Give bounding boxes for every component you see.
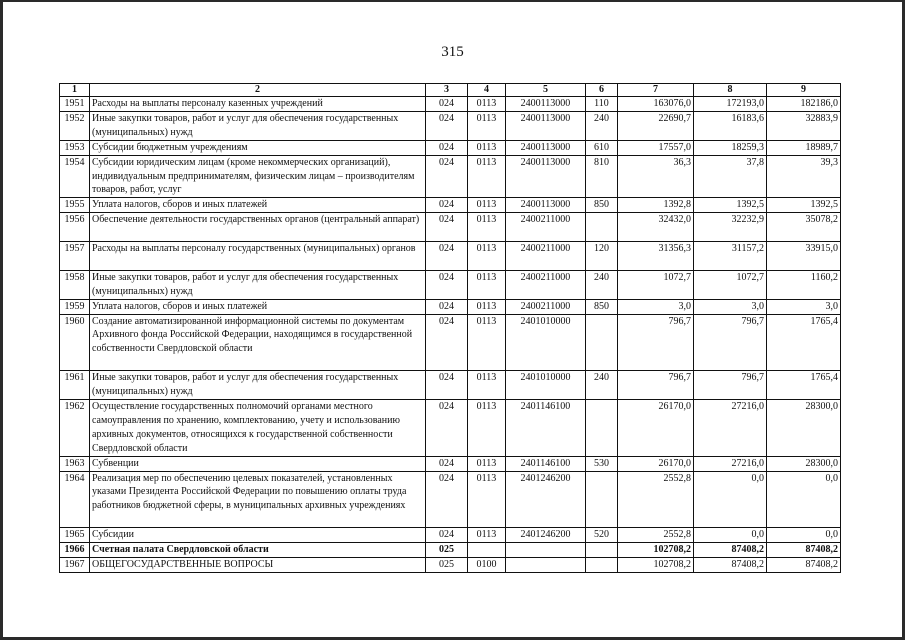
section-code: 0113 <box>468 140 506 155</box>
row-name: Расходы на выплаты персоналу казенных учреждений <box>90 97 426 112</box>
section-code: 0113 <box>468 456 506 471</box>
row-number: 1959 <box>60 299 90 314</box>
amount-year-3: 1765,4 <box>767 314 841 371</box>
amount-year-2: 37,8 <box>694 155 767 198</box>
amount-year-2: 87408,2 <box>694 557 767 572</box>
row-number: 1966 <box>60 543 90 558</box>
section-code: 0113 <box>468 471 506 528</box>
section-code: 0113 <box>468 371 506 400</box>
amount-year-1: 163076,0 <box>618 97 694 112</box>
amount-year-2: 796,7 <box>694 371 767 400</box>
amount-year-1: 32432,0 <box>618 213 694 242</box>
ministry-code: 024 <box>426 242 468 271</box>
row-name: Субсидии бюджетным учреждениям <box>90 140 426 155</box>
amount-year-3: 39,3 <box>767 155 841 198</box>
section-code: 0113 <box>468 528 506 543</box>
target-article-code: 2400211000 <box>506 270 586 299</box>
table-row <box>60 140 841 155</box>
amount-year-1: 102708,2 <box>618 543 694 558</box>
amount-year-3: 0,0 <box>767 528 841 543</box>
amount-year-1: 26170,0 <box>618 456 694 471</box>
expense-type-code <box>586 543 618 558</box>
amount-year-2: 27216,0 <box>694 399 767 456</box>
amount-year-3: 33915,0 <box>767 242 841 271</box>
expense-type-code: 850 <box>586 299 618 314</box>
table-row <box>60 299 841 314</box>
ministry-code: 024 <box>426 111 468 140</box>
ministry-code: 024 <box>426 97 468 112</box>
expense-type-code: 520 <box>586 528 618 543</box>
amount-year-2: 172193,0 <box>694 97 767 112</box>
amount-year-3: 28300,0 <box>767 399 841 456</box>
column-header: 1 <box>60 84 90 97</box>
column-header: 9 <box>767 84 841 97</box>
amount-year-1: 796,7 <box>618 371 694 400</box>
row-name: Расходы на выплаты персоналу государственных (муниципальных) органов <box>90 242 426 271</box>
expense-type-code: 810 <box>586 155 618 198</box>
target-article-code: 2400113000 <box>506 97 586 112</box>
amount-year-1: 102708,2 <box>618 557 694 572</box>
ministry-code: 024 <box>426 155 468 198</box>
row-name: ОБЩЕГОСУДАРСТВЕННЫЕ ВОПРОСЫ <box>90 557 426 572</box>
table-body <box>60 97 841 573</box>
target-article-code: 2401246200 <box>506 471 586 528</box>
row-name: Субсидии <box>90 528 426 543</box>
expense-type-code <box>586 213 618 242</box>
target-article-code: 2400113000 <box>506 111 586 140</box>
table-row <box>60 97 841 112</box>
column-header: 8 <box>694 84 767 97</box>
table-row <box>60 471 841 528</box>
expense-type-code: 240 <box>586 270 618 299</box>
amount-year-3: 1160,2 <box>767 270 841 299</box>
amount-year-1: 796,7 <box>618 314 694 371</box>
target-article-code: 2401010000 <box>506 314 586 371</box>
amount-year-1: 1072,7 <box>618 270 694 299</box>
row-number: 1957 <box>60 242 90 271</box>
amount-year-2: 32232,9 <box>694 213 767 242</box>
amount-year-2: 1392,5 <box>694 198 767 213</box>
amount-year-3: 87408,2 <box>767 557 841 572</box>
target-article-code: 2400113000 <box>506 140 586 155</box>
row-number: 1953 <box>60 140 90 155</box>
row-name: Иные закупки товаров, работ и услуг для обеспечения государственных (муниципальных) нужд <box>90 270 426 299</box>
column-header: 6 <box>586 84 618 97</box>
table-row <box>60 371 841 400</box>
amount-year-1: 31356,3 <box>618 242 694 271</box>
amount-year-1: 2552,8 <box>618 471 694 528</box>
row-number: 1952 <box>60 111 90 140</box>
target-article-code: 2401010000 <box>506 371 586 400</box>
row-name: Субсидии юридическим лицам (кроме некоммерческих организаций), индивидуальным предпринимателям, физическим лицам – производителям товаров, работ, услуг <box>90 155 426 198</box>
section-code: 0100 <box>468 557 506 572</box>
ministry-code: 024 <box>426 371 468 400</box>
section-code: 0113 <box>468 155 506 198</box>
column-header: 7 <box>618 84 694 97</box>
expense-type-code <box>586 314 618 371</box>
ministry-code: 024 <box>426 198 468 213</box>
section-code: 0113 <box>468 213 506 242</box>
amount-year-2: 0,0 <box>694 528 767 543</box>
ministry-code: 025 <box>426 557 468 572</box>
ministry-code: 024 <box>426 399 468 456</box>
table-row <box>60 270 841 299</box>
expense-type-code: 240 <box>586 111 618 140</box>
expense-type-code: 530 <box>586 456 618 471</box>
ministry-code: 025 <box>426 543 468 558</box>
table-row <box>60 528 841 543</box>
column-header: 2 <box>90 84 426 97</box>
amount-year-3: 1392,5 <box>767 198 841 213</box>
expense-type-code <box>586 471 618 528</box>
amount-year-1: 26170,0 <box>618 399 694 456</box>
row-number: 1967 <box>60 557 90 572</box>
row-number: 1962 <box>60 399 90 456</box>
section-code: 0113 <box>468 111 506 140</box>
target-article-code: 2400211000 <box>506 299 586 314</box>
amount-year-1: 3,0 <box>618 299 694 314</box>
expense-type-code: 850 <box>586 198 618 213</box>
amount-year-3: 32883,9 <box>767 111 841 140</box>
expense-type-code <box>586 557 618 572</box>
target-article-code: 2401246200 <box>506 528 586 543</box>
target-article-code: 2400113000 <box>506 198 586 213</box>
section-code: 0113 <box>468 97 506 112</box>
row-name: Иные закупки товаров, работ и услуг для обеспечения государственных (муниципальных) нужд <box>90 111 426 140</box>
row-name: Создание автоматизированной информационной системы по документам Архивного фонда Российской Федерации, находящимся в государственной собственности Свердловской области <box>90 314 426 371</box>
row-name: Счетная палата Свердловской области <box>90 543 426 558</box>
row-number: 1964 <box>60 471 90 528</box>
amount-year-2: 27216,0 <box>694 456 767 471</box>
row-number: 1963 <box>60 456 90 471</box>
table-row <box>60 111 841 140</box>
table-row <box>60 557 841 572</box>
ministry-code: 024 <box>426 270 468 299</box>
row-number: 1958 <box>60 270 90 299</box>
table-row <box>60 242 841 271</box>
row-number: 1965 <box>60 528 90 543</box>
section-code: 0113 <box>468 242 506 271</box>
table-row <box>60 399 841 456</box>
column-header: 5 <box>506 84 586 97</box>
ministry-code: 024 <box>426 299 468 314</box>
amount-year-3: 0,0 <box>767 471 841 528</box>
expense-type-code: 610 <box>586 140 618 155</box>
target-article-code <box>506 557 586 572</box>
amount-year-2: 3,0 <box>694 299 767 314</box>
target-article-code: 2401146100 <box>506 399 586 456</box>
amount-year-2: 87408,2 <box>694 543 767 558</box>
amount-year-2: 0,0 <box>694 471 767 528</box>
expense-type-code: 120 <box>586 242 618 271</box>
row-number: 1951 <box>60 97 90 112</box>
column-header: 3 <box>426 84 468 97</box>
table-row <box>60 314 841 371</box>
amount-year-1: 22690,7 <box>618 111 694 140</box>
ministry-code: 024 <box>426 213 468 242</box>
table-row <box>60 155 841 198</box>
amount-year-3: 3,0 <box>767 299 841 314</box>
section-code: 0113 <box>468 270 506 299</box>
section-code: 0113 <box>468 198 506 213</box>
row-name: Обеспечение деятельности государственных органов (центральный аппарат) <box>90 213 426 242</box>
section-code: 0113 <box>468 299 506 314</box>
row-number: 1956 <box>60 213 90 242</box>
budget-table <box>59 83 841 573</box>
ministry-code: 024 <box>426 314 468 371</box>
target-article-code <box>506 543 586 558</box>
row-name: Иные закупки товаров, работ и услуг для обеспечения государственных (муниципальных) нужд <box>90 371 426 400</box>
amount-year-3: 87408,2 <box>767 543 841 558</box>
expense-type-code <box>586 399 618 456</box>
amount-year-3: 1765,4 <box>767 371 841 400</box>
row-name: Реализация мер по обеспечению целевых показателей, установленных указами Президента Российской Федерации по повышению оплаты труда работников бюджетной сферы, в муниципальных архивных учреждениях <box>90 471 426 528</box>
ministry-code: 024 <box>426 471 468 528</box>
row-number: 1954 <box>60 155 90 198</box>
row-name: Уплата налогов, сборов и иных платежей <box>90 299 426 314</box>
ministry-code: 024 <box>426 140 468 155</box>
target-article-code: 2400211000 <box>506 213 586 242</box>
table-row <box>60 543 841 558</box>
amount-year-1: 1392,8 <box>618 198 694 213</box>
table-header-row <box>60 84 841 97</box>
amount-year-2: 1072,7 <box>694 270 767 299</box>
amount-year-2: 31157,2 <box>694 242 767 271</box>
amount-year-1: 17557,0 <box>618 140 694 155</box>
amount-year-1: 2552,8 <box>618 528 694 543</box>
row-name: Субвенции <box>90 456 426 471</box>
page-edge <box>0 0 905 2</box>
page-edge <box>0 0 3 640</box>
expense-type-code: 240 <box>586 371 618 400</box>
amount-year-1: 36,3 <box>618 155 694 198</box>
table-row <box>60 213 841 242</box>
ministry-code: 024 <box>426 528 468 543</box>
amount-year-2: 796,7 <box>694 314 767 371</box>
amount-year-3: 182186,0 <box>767 97 841 112</box>
column-header: 4 <box>468 84 506 97</box>
expense-type-code: 110 <box>586 97 618 112</box>
amount-year-2: 16183,6 <box>694 111 767 140</box>
ministry-code: 024 <box>426 456 468 471</box>
section-code <box>468 543 506 558</box>
amount-year-3: 28300,0 <box>767 456 841 471</box>
amount-year-3: 18989,7 <box>767 140 841 155</box>
target-article-code: 2400211000 <box>506 242 586 271</box>
row-number: 1955 <box>60 198 90 213</box>
section-code: 0113 <box>468 314 506 371</box>
amount-year-2: 18259,3 <box>694 140 767 155</box>
row-number: 1960 <box>60 314 90 371</box>
target-article-code: 2401146100 <box>506 456 586 471</box>
table-row <box>60 198 841 213</box>
page-number: 315 <box>441 44 464 60</box>
amount-year-3: 35078,2 <box>767 213 841 242</box>
target-article-code: 2400113000 <box>506 155 586 198</box>
section-code: 0113 <box>468 399 506 456</box>
row-name: Осуществление государственных полномочий органами местного самоуправления по хранению, комплектованию, учету и использованию архивных документов, относящихся к государственной собственности Свердловской области <box>90 399 426 456</box>
row-number: 1961 <box>60 371 90 400</box>
row-name: Уплата налогов, сборов и иных платежей <box>90 198 426 213</box>
table-row <box>60 456 841 471</box>
